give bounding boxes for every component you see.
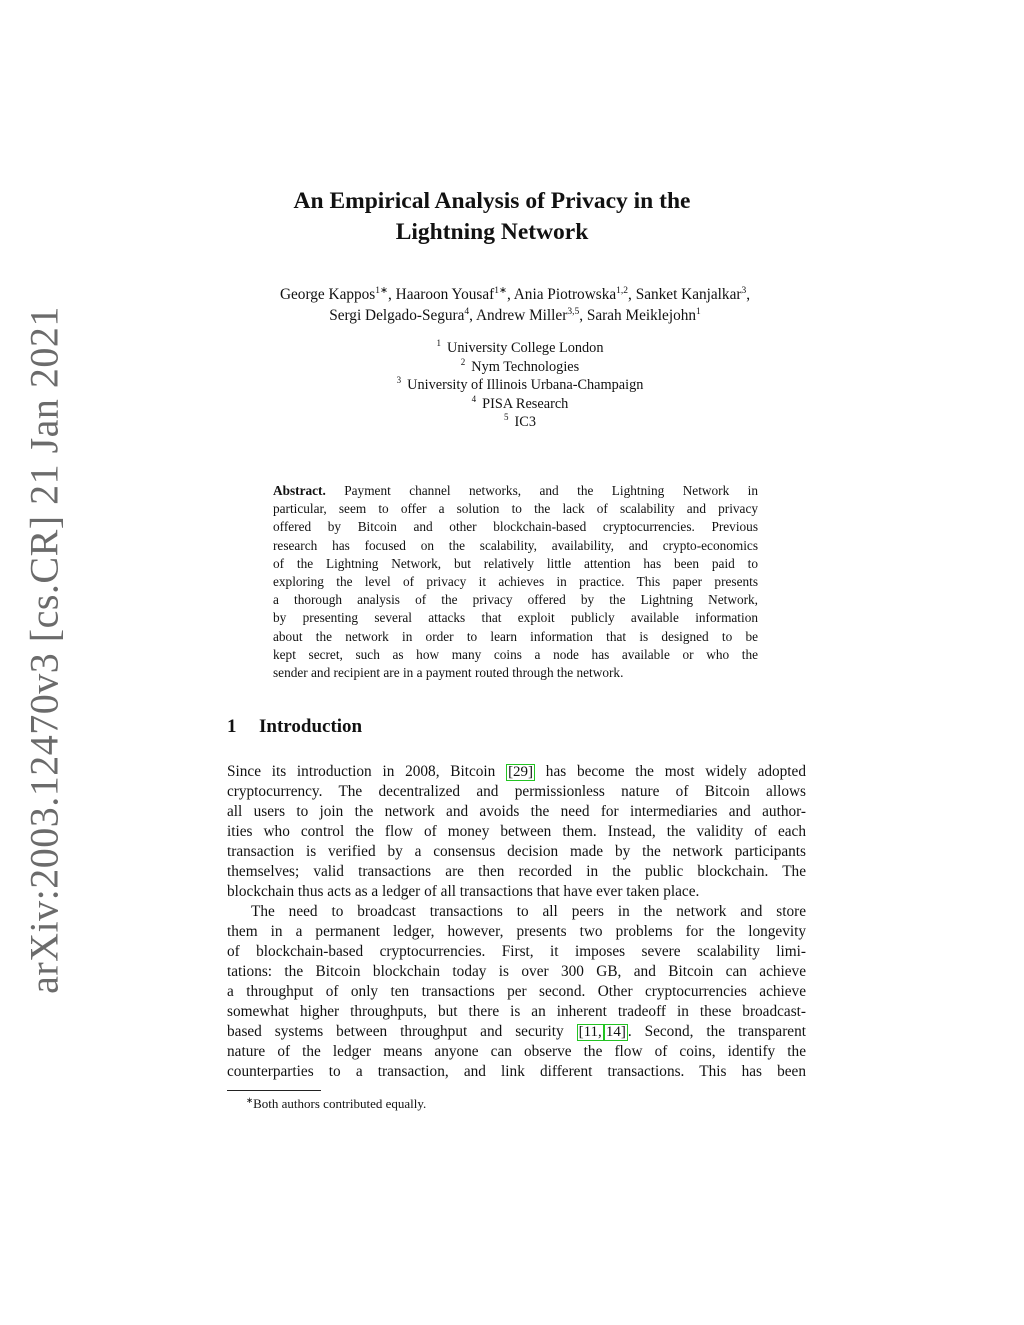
abstract-line: exploring the level of privacy it achieves in practice. This paper presents <box>273 573 758 589</box>
author-affiliation-mark: 3,5 <box>567 307 580 317</box>
title-line-1: An Empirical Analysis of Privacy in the <box>293 188 691 214</box>
abstract-line: about the network in order to learn information that is designed to be <box>273 628 758 644</box>
author-line-1: George Kappos$^{1∗}$, Haaroon Yousaf$^{1∗}$, Ania Piotrowska$^{1,2}$, Sanket Kanjalkar$^3$, <box>279 286 751 303</box>
affiliation-item <box>300 358 740 377</box>
affiliation-name: IC3 <box>514 414 536 430</box>
author-affiliation-mark: 1,2 <box>616 286 629 296</box>
body-line: cryptocurrency. The decentralized and permissionless nature of Bitcoin allows <box>227 783 806 800</box>
author-name: Sarah Meiklejohn <box>586 307 697 324</box>
abstract-line: kept secret, such as how many coins a node has available or who the <box>273 646 758 662</box>
author-name: Haaroon Yousaf <box>395 286 495 303</box>
body-line <box>227 1022 806 1042</box>
abstract-line: of the Lightning Network, but relatively little attention has been paid to <box>273 555 758 571</box>
affiliation-number: 4 <box>471 393 477 404</box>
affiliation-item <box>300 376 740 395</box>
author-name: Sanket Kanjalkar <box>635 286 742 303</box>
author-list <box>200 284 830 326</box>
author-affiliation-mark: 4 <box>464 307 470 317</box>
body-line: all users to join the network and avoids the need for intermediaries and author- <box>227 803 806 820</box>
body-line: somewhat higher throughputs, but there is an inherent tradeoff in these broadcast- <box>227 1003 806 1020</box>
body-line: themselves; valid transactions are then recorded in the public blockchain. The <box>227 863 806 880</box>
abstract-line <box>273 482 758 500</box>
affiliation-list <box>300 339 740 432</box>
introduction-body <box>227 762 806 1082</box>
title-line-2: Lightning Network <box>395 219 589 245</box>
affiliation-name: PISA Research <box>482 395 569 412</box>
footnote-mark: ∗ <box>246 1095 254 1105</box>
body-text-span: . Second, the transparent <box>627 1023 806 1040</box>
affiliation-item <box>300 413 740 432</box>
affiliation-item <box>300 395 740 414</box>
abstract-line: research has focused on the scalability, availability, and crypto-economics <box>273 537 758 553</box>
affiliation-item <box>300 339 740 358</box>
affiliation-number: 1 <box>436 338 442 348</box>
section-title: Introduction <box>259 716 363 737</box>
abstract-line: offered by Bitcoin and other blockchain-based cryptocurrencies. Previous <box>273 519 758 535</box>
body-text-span: Since its introduction in 2008, Bitcoin <box>227 763 507 780</box>
arxiv-identifier-stamp[interactable]: arXiv:2003.12470v3 [cs.CR] 21 Jan 2021 <box>21 306 67 994</box>
author-name: Sergi Delgado-Segura <box>329 307 465 324</box>
body-line: tations: the Bitcoin blockchain today is over 300 GB, and Bitcoin can achieve <box>227 963 806 980</box>
body-line: blockchain thus acts as a ledger of all transactions that have ever taken place. <box>227 883 700 900</box>
affiliation-name: University of Illinois Urbana-Champaign <box>407 377 644 393</box>
section-number: 1 <box>227 716 237 737</box>
author-name: Andrew Miller <box>475 307 568 324</box>
author-line-2: Sergi Delgado-Segura$^4$, Andrew Miller$^{3,5}$, Sarah Meiklejohn$^1$ <box>329 307 701 324</box>
citation-link-14[interactable]: 14] <box>605 1024 626 1040</box>
affiliation-number: 3 <box>396 375 402 385</box>
body-line: The need to broadcast transactions to all peers in the network and store <box>251 903 806 920</box>
author-affiliation-mark: 1∗ <box>494 286 507 296</box>
citation-link-11[interactable]: [11, <box>578 1024 602 1040</box>
abstract-label: Abstract. <box>273 483 326 498</box>
body-line: counterparties to a transaction, and link different transactions. This has been <box>227 1063 806 1080</box>
author-affiliation-mark: 1 <box>696 307 701 317</box>
affiliation-name: University College London <box>447 340 604 356</box>
affiliation-name: Nym Technologies <box>471 358 580 375</box>
body-text-span: has become the most widely adopted <box>535 763 806 780</box>
footnote <box>246 1096 426 1112</box>
body-line: them in a permanent ledger, however, presents two problems for the longevity <box>227 923 806 940</box>
body-line: a throughput of only ten transactions per second. Other cryptocurrencies achieve <box>227 983 806 1000</box>
footnote-text: Both authors contributed equally. <box>253 1096 427 1111</box>
affiliation-number: 5 <box>504 412 509 422</box>
footnote-divider <box>227 1090 321 1091</box>
body-line: ities who control the flow of money between them. Instead, the validity of each <box>227 823 806 840</box>
abstract <box>273 482 758 682</box>
author-affiliation-mark: 1∗ <box>375 286 388 296</box>
author-name: Ania Piotrowska <box>513 286 617 303</box>
body-line <box>227 762 806 782</box>
author-affiliation-mark: 3 <box>741 286 747 296</box>
body-line: of blockchain-based cryptocurrencies. First, it imposes severe scalability limi- <box>227 943 806 960</box>
body-line: nature of the ledger means anyone can observe the flow of coins, identify the <box>227 1043 806 1060</box>
abstract-line: by presenting several attacks that exploit publicly available information <box>273 610 758 626</box>
body-text-span: based systems between throughput and security <box>227 1023 577 1040</box>
abstract-line: particular, seem to offer a solution to the lack of scalability and privacy <box>273 501 758 517</box>
author-name: George Kappos <box>279 286 376 303</box>
affiliation-number: 2 <box>460 356 466 367</box>
abstract-line: a thorough analysis of the privacy offered by the Lightning Network, <box>273 592 758 608</box>
abstract-line: sender and recipient are in a payment routed through the network. <box>273 664 624 680</box>
section-heading-introduction <box>227 716 362 738</box>
body-line: transaction is verified by a consensus decision made by the network participants <box>227 843 806 860</box>
paper-title <box>227 186 757 248</box>
citation-link-29[interactable]: [29] <box>508 764 534 780</box>
abstract-text: Payment channel networks, and the Lightning Network in <box>344 483 758 498</box>
